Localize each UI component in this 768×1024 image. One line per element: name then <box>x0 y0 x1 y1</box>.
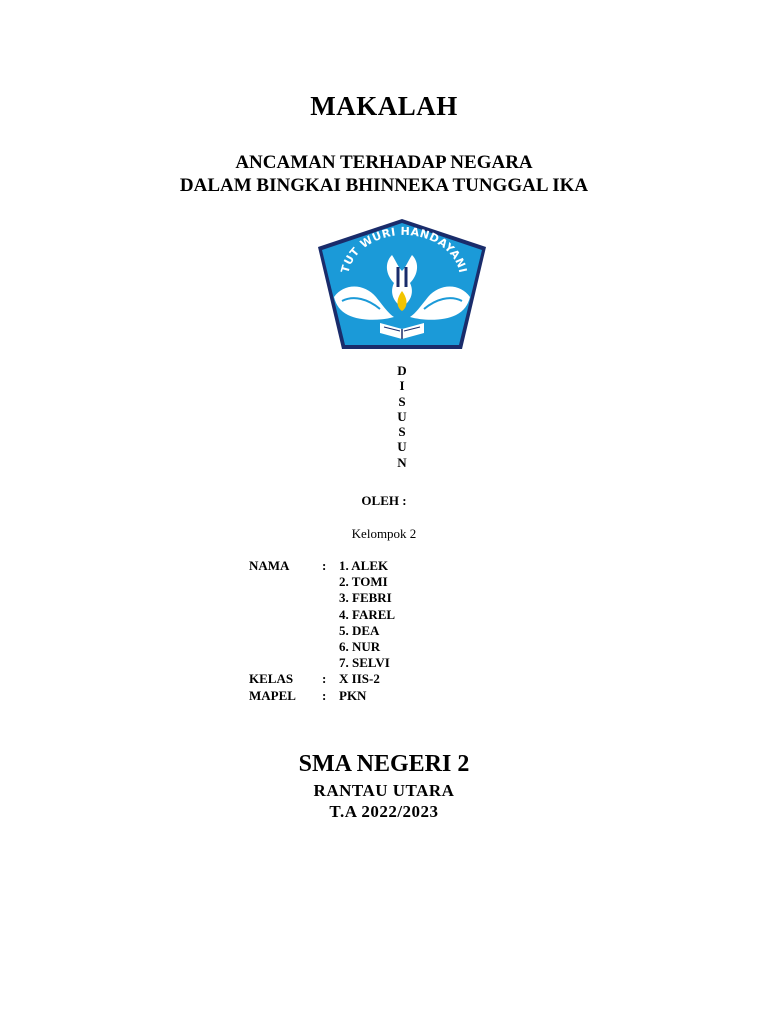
member-name: 3. FEBRI <box>339 590 392 606</box>
kelas-value: X IIS-2 <box>339 671 380 687</box>
kelas-label: KELAS <box>249 671 294 687</box>
kelompok-label: Kelompok 2 <box>351 526 417 541</box>
member-name: 1. ALEK <box>339 558 389 573</box>
vertical-letter: S <box>398 393 406 409</box>
member-name: 4. FAREL <box>339 606 396 622</box>
vertical-letter: U <box>397 439 407 455</box>
logo-motto: TUT WURI HANDAYANI <box>338 224 470 275</box>
subtitle-line-2: DALAM BINGKAI BHINNEKA TUNGGAL IKA <box>179 175 589 196</box>
school-place: RANTAU UTARA <box>313 781 455 800</box>
colon: : <box>322 671 327 687</box>
member-name: 2. TOMI <box>339 574 388 590</box>
vertical-letter: I <box>399 378 405 394</box>
vertical-letter: D <box>397 363 407 378</box>
academic-year: T.A 2022/2023 <box>329 802 439 821</box>
colon: : <box>322 687 327 703</box>
disusun-vertical <box>380 363 424 470</box>
colon: : <box>322 558 327 573</box>
subtitle-line-1: ANCAMAN TERHADAP NEGARA <box>235 152 533 173</box>
vertical-letter: U <box>397 408 407 424</box>
member-name: 7. SELVI <box>339 655 390 671</box>
oleh-label: OLEH : <box>361 493 407 508</box>
school-name: SMA NEGERI 2 <box>298 751 470 777</box>
mapel-value: PKN <box>339 687 367 703</box>
vertical-letter: S <box>398 424 406 440</box>
tut-wuri-handayani-logo <box>314 217 490 353</box>
page-title: MAKALAH <box>310 91 458 121</box>
member-name: 6. NUR <box>339 638 381 654</box>
nama-label: NAMA <box>249 558 290 573</box>
vertical-letter: N <box>397 454 407 470</box>
mapel-label: MAPEL <box>249 687 296 703</box>
member-name: 5. DEA <box>339 622 380 638</box>
